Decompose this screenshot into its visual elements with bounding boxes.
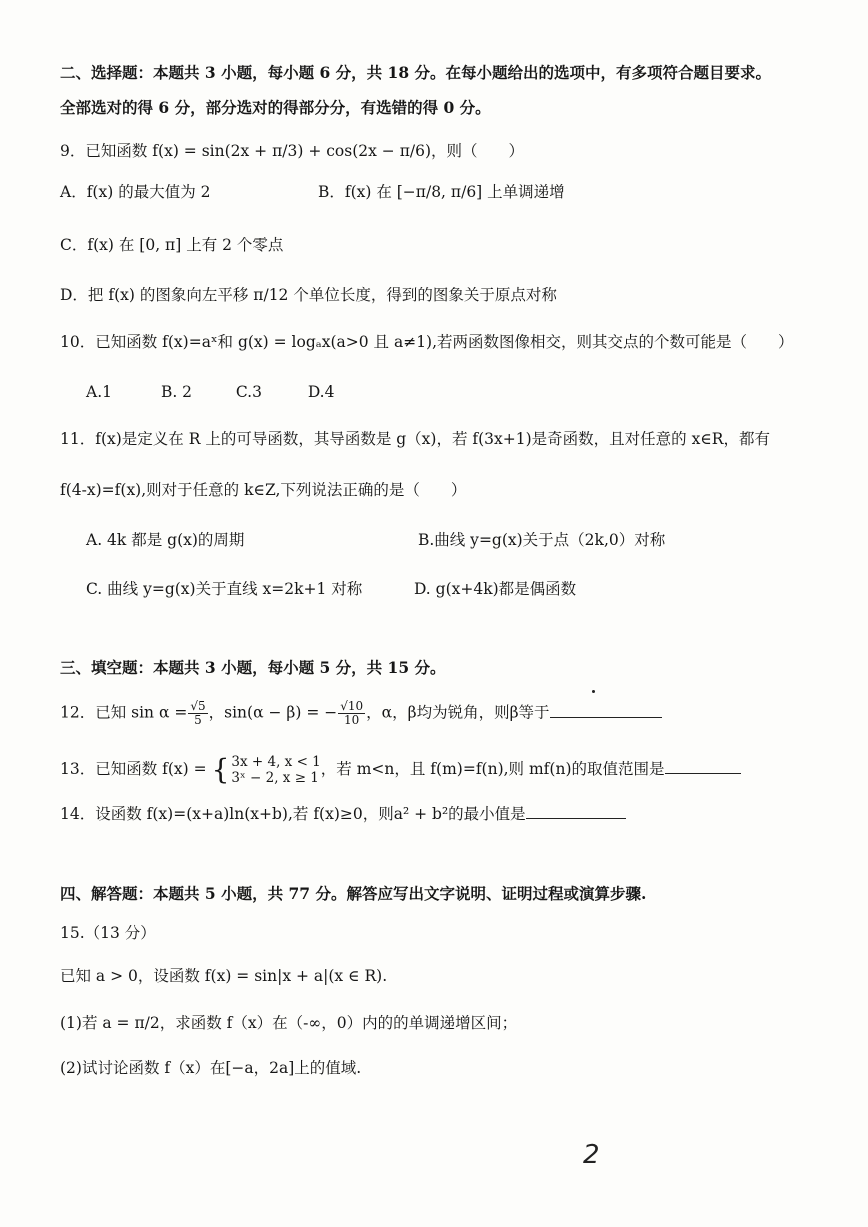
q9-option-d: D．把 f(x) 的图象向左平移 π/12 个单位长度，得到的图象关于原点对称 xyxy=(60,286,557,304)
q14 xyxy=(60,803,828,825)
q13-post: ，若 m<n，且 f(m)=f(n),则 mf(n)的取值范围是 xyxy=(320,760,665,778)
q14-text: 14．设函数 f(x)=(x+a)ln(x+b),若 f(x)≥0，则a² + b²的最小值是 xyxy=(60,805,526,823)
q11-options-row1 xyxy=(86,529,828,551)
q9-option-c: C．f(x) 在 [0, π] 上有 2 个零点 xyxy=(60,236,284,254)
q11-option-c: C. 曲线 y=g(x)关于直线 x=2k+1 对称 xyxy=(86,580,363,598)
q10-option-d: D.4 xyxy=(307,383,335,401)
q13 xyxy=(60,754,828,786)
q10-stem: 10．已知函数 f(x)=aˣ和 g(x) = logₐx(a>0 且 a≠1),若两函数图像相交，则其交点的个数可能是（ ） xyxy=(60,333,794,351)
q9-option-a: A．f(x) 的最大值为 2 xyxy=(60,183,211,201)
q12-frac-sin-diff: $\frac{√10}{10}$ xyxy=(340,699,364,727)
q13-pre: 13．已知函数 f(x) = xyxy=(60,760,207,778)
q13-cases: 3x + 4, x < 1 3ˣ − 2, x ≥ 1 xyxy=(231,754,321,786)
q12-pre: 12．已知 sin α = xyxy=(60,703,188,722)
q9-stem: 9．已知函数 f(x) = sin(2x + π/3) + cos(2x − π/6)，则（ ） xyxy=(60,142,525,160)
q10-option-a: A.1 xyxy=(86,383,112,401)
q11-stem-line2: f(4-x)=f(x),则对于任意的 k∈Z,下列说法正确的是（ ） xyxy=(60,481,467,499)
section3-title: 三、填空题：本题共 3 小题，每小题 5 分，共 15 分。 xyxy=(60,658,446,677)
q11-options-row2 xyxy=(86,578,828,600)
q11-option-b: B.曲线 y=g(x)关于点（2k,0）对称 xyxy=(417,531,666,549)
q10-option-c: C.3 xyxy=(235,383,262,401)
q11-stem-line1: 11．f(x)是定义在 R 上的可导函数，其导函数是 g（x)，若 f(3x+1)是奇函数，且对任意的 x∈R，都有 xyxy=(60,430,770,448)
q11-option-d: D. g(x+4k)都是偶函数 xyxy=(413,580,577,598)
q13-answer-blank xyxy=(665,759,741,774)
q14-answer-blank xyxy=(526,804,626,819)
q9-option-b: B．f(x) 在 [−π/8, π/6] 上单调递增 xyxy=(317,183,565,201)
q12-post: ，α，β均为锐角，则β等于 xyxy=(366,703,550,722)
q10-options xyxy=(86,381,828,403)
section2-title-line1: 二、选择题：本题共 3 小题，每小题 6 分，共 18 分。在每小题给出的选项中，有多项符合题目要求。 xyxy=(60,63,772,82)
q15-part2: (2)试讨论函数 f（x）在[−a，2a]上的值域. xyxy=(60,1059,362,1077)
q12-frac-sin-alpha: $\frac{√5}{5}$ xyxy=(190,699,206,727)
q13-brace-icon: { xyxy=(211,753,230,786)
q11-option-a: A. 4k 都是 g(x)的周期 xyxy=(86,531,245,549)
q12-mid: ，sin(α − β) = − xyxy=(208,703,338,722)
q12 xyxy=(60,700,828,727)
q15-given: 已知 a > 0，设函数 f(x) = sin|x + a|(x ∈ R). xyxy=(60,967,388,985)
q9-options-row1 xyxy=(60,181,828,203)
section2-title-line2: 全部选对的得 6 分，部分选对的得部分分，有选错的得 0 分。 xyxy=(60,98,491,117)
q15-part1: (1)若 a = π/2，求函数 f（x）在（-∞，0）内的的单调递增区间； xyxy=(60,1014,518,1032)
q15-heading: 15.（13 分） xyxy=(60,924,156,942)
section4-title: 四、解答题：本题共 5 小题，共 77 分。解答应写出文字说明、证明过程或演算步骤. xyxy=(60,884,647,903)
page-number: 2 xyxy=(583,1140,600,1170)
stray-dot xyxy=(592,690,595,693)
q10-option-b: B. 2 xyxy=(160,383,193,401)
q12-answer-blank xyxy=(550,703,662,718)
